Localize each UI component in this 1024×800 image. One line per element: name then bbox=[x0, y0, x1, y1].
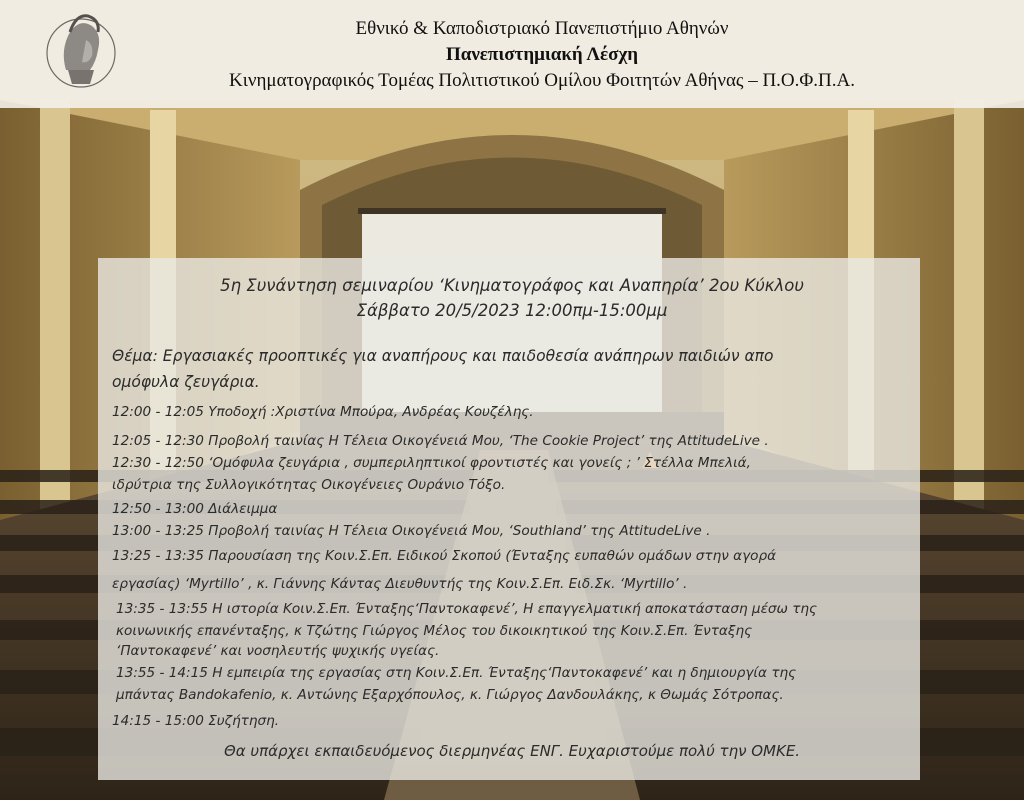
theme-line-2: ομόφυλα ζευγάρια. bbox=[112, 373, 260, 391]
schedule-item: μπάντας Bandokafenio, κ. Αντώνης Εξαρχόπουλος, κ. Γιώργος Δανδουλάκης, κ Θωμάς Σότροπας. bbox=[116, 687, 784, 703]
announcement-panel bbox=[98, 258, 920, 780]
event-datetime: Σάββατο 20/5/2023 12:00πμ-15:00μμ bbox=[356, 301, 668, 320]
schedule-item: 12:00 - 12:05 Υποδοχή :Χριστίνα Μπούρα, Ανδρέας Κουζέλης. bbox=[112, 404, 534, 420]
header-band bbox=[0, 0, 1024, 108]
schedule-item: εργασίας) ‘Myrtillo’ , κ. Γιάννης Κάντας Διευθυντής της Κοιν.Σ.Επ. Ειδ.Σκ. ‘Myrtillo’ . bbox=[112, 576, 688, 592]
header-titles bbox=[120, 16, 964, 94]
schedule-item: 13:00 - 13:25 Προβολή ταινίας Η Τέλεια Οικογένειά Μου, ‘Southland’ της AttitudeLive . bbox=[112, 523, 711, 539]
schedule-item: 13:55 - 14:15 Η εμπειρία της εργασίας στη Κοιν.Σ.Επ. Ένταξης‘Παντοκαφενέ’ και η δημιουργία της bbox=[116, 665, 797, 681]
event-title: 5η Συνάντηση σεμιναρίου ‘Κινηματογράφος και Αναπηρία’ 2ου Κύκλου bbox=[220, 276, 804, 295]
schedule-item: κοινωνικής επανένταξης, κ Τζώτης Γιώργος Μέλος του δικοικητικού της Κοιν.Σ.Επ. Ένταξης bbox=[116, 623, 753, 639]
schedule-item: 13:25 - 13:35 Παρουσίαση της Κοιν.Σ.Επ. Ειδικού Σκοπού (Ένταξης ευπαθών ομάδων στην αγορά bbox=[112, 548, 777, 564]
schedule-item: ‘Παντοκαφενέ’ και νοσηλευτής ψυχικής υγείας. bbox=[116, 643, 440, 659]
club-name: Πανεπιστημιακή Λέσχη bbox=[445, 44, 639, 65]
footer-note: Θα υπάρχει εκπαιδευόμενος διερμηνέας ΕΝΓ. Ευχαριστούμε πολύ την ΟΜΚΕ. bbox=[223, 742, 801, 760]
section-name: Κινηματογραφικός Τομέας Πολιτιστικού Ομίλου Φοιτητών Αθήνας – Π.Ο.Φ.Π.Α. bbox=[229, 70, 855, 91]
schedule-item: 12:50 - 13:00 Διάλειμμα bbox=[112, 501, 278, 517]
schedule-item: ιδρύτρια της Συλλογικότητας Οικογένειες Ουράνιο Τόξο. bbox=[112, 477, 506, 493]
theme-line-1: Θέμα: Εργασιακές προοπτικές για αναπήρους και παιδοθεσία ανάπηρων παιδιών απο bbox=[112, 347, 774, 365]
schedule-item: 12:05 - 12:30 Προβολή ταινίας Η Τέλεια Οικογένειά Μου, ‘The Cookie Project’ της AttitudeLive . bbox=[112, 433, 769, 449]
schedule-item: 14:15 - 15:00 Συζήτηση. bbox=[112, 713, 280, 729]
athena-head-crest-icon bbox=[46, 10, 116, 96]
schedule-item: 13:35 - 13:55 Η ιστορία Κοιν.Σ.Επ. Ένταξης‘Παντοκαφενέ’, Η επαγγελματική αποκατάσταση μέσω της bbox=[116, 601, 818, 617]
schedule-item: 12:30 - 12:50 ‘Ομόφυλα ζευγάρια , συμπεριληπτικοί φροντιστές και γονείς ; ’ Στέλλα Μπελιά, bbox=[112, 455, 751, 471]
university-name: Εθνικό & Καποδιστριακό Πανεπιστήμιο Αθηνών bbox=[355, 18, 729, 39]
